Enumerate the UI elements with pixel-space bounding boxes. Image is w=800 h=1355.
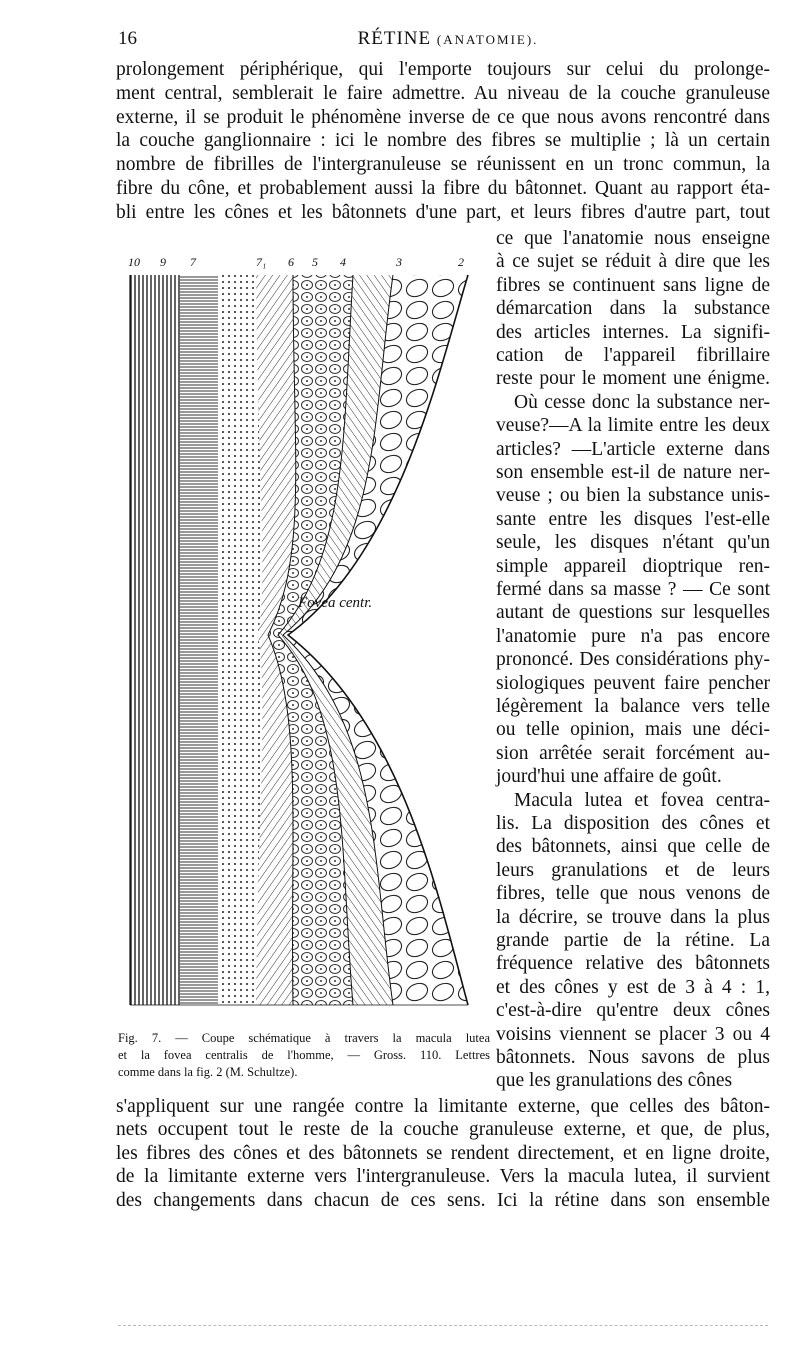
text-line: la couche ganglionnaire : ici le nombre des fibres se multiplie ; là un certain <box>116 130 770 152</box>
text-line: veuse ; ou bien la substance unis- <box>496 485 770 507</box>
text-line: ce que l'anatomie nous enseigne <box>496 228 770 249</box>
text-line: grande partie de la rétine. La <box>496 930 770 951</box>
text-line: veuse?—A la limite entre les deux <box>496 415 770 437</box>
text-line: lis. La disposition des cônes et <box>496 813 770 834</box>
text-line: des bâtonnets, ainsi que celle de <box>496 836 770 858</box>
retina-figure-illustration <box>118 255 486 1025</box>
text-line: fréquence relative des bâtonnets <box>496 953 770 975</box>
text-line: c'est-à-dire qu'entre deux cônes <box>496 1000 770 1022</box>
text-line: cation de l'appareil fibrillaire <box>496 345 770 366</box>
retina-cross-section-drawing <box>118 255 486 1025</box>
text-line: de la limitante externe vers l'intergranuleuse. Vers la macula lutea, il survient <box>116 1166 770 1188</box>
text-line: sion arrêtée serait forcément au- <box>496 742 770 764</box>
figure-layer-label: 6 <box>288 255 294 269</box>
page-header <box>118 28 778 54</box>
text-line: ou telle opinion, mais une déci- <box>496 719 770 741</box>
figure-layer-label: 5 <box>312 255 318 269</box>
text-line: Macula lutea et fovea centra- <box>514 789 770 811</box>
text-line: à ce sujet se réduit à dire que les <box>496 251 770 273</box>
text-line: l'anatomie pure n'a pas encore <box>496 625 770 647</box>
text-line: son ensemble est-il de nature ner- <box>496 462 770 483</box>
text-line: nets occupent tout le reste de la couche granuleuse externe, et que, de plus, <box>116 1119 770 1141</box>
text-line: simple appareil dioptrique ren- <box>496 555 770 577</box>
figure-layer-label: 3 <box>396 255 402 269</box>
text-line: s'appliquent sur une rangée contre la limitante externe, que celles des bâton- <box>116 1096 770 1117</box>
text-line: siologiques peuvent faire pencher <box>496 672 770 694</box>
page-number: 16 <box>118 28 137 49</box>
text-line: leurs granulations et de leurs <box>496 859 770 881</box>
figure-layer-labels <box>128 255 478 275</box>
figure-caption <box>118 1030 490 1081</box>
text-line: autant de questions sur lesquelles <box>496 602 770 624</box>
figure-layer-label: 9 <box>160 255 166 269</box>
text-line: nombre de fibrilles de l'intergranuleuse se réunissent en un tronc commun, la <box>116 154 770 176</box>
running-title <box>118 28 778 50</box>
figure-layer-label: 2 <box>458 255 464 269</box>
text-line: articles? —L'article externe dans <box>496 438 770 460</box>
figure-layer-label: 10 <box>128 255 140 269</box>
text-line: fibre du cône, et probablement aussi la fibre du bâtonnet. Quant au rapport éta- <box>116 178 770 199</box>
text-line: fibres, telle que nous venons de <box>496 883 770 905</box>
text-line: que les granulations des cônes <box>496 1070 733 1092</box>
fovea-label: Fovea centr. <box>298 595 373 611</box>
text-line: prolongement périphérique, qui l'emporte toujours sur celui du prolonge- <box>116 59 770 80</box>
text-line: ment central, semblerait le faire admettre. Au niveau de la couche granuleuse <box>116 82 770 104</box>
figure-layer-label: 7 <box>190 255 196 269</box>
text-line: démarcation dans la substance <box>496 298 770 320</box>
text-line: fermé dans sa masse ? — Ce sont <box>496 579 770 600</box>
text-line: prononcé. Des considérations phy- <box>496 649 770 671</box>
text-line: bâtonnets. Nous savons de plus <box>496 1047 770 1068</box>
text-line: voisins viennent se placer 3 ou 4 <box>496 1023 770 1045</box>
text-line: des changements dans chacun de ces sens. Ici la rétine dans son ensemble <box>116 1189 770 1211</box>
text-line: Où cesse donc la substance ner- <box>514 391 770 413</box>
running-title-main: RÉTINE <box>357 28 432 49</box>
text-line: bli entre les cônes et les bâtonnets d'une part, et leurs fibres d'autre part, tout <box>116 201 770 223</box>
caption-line-1: Fig. 7. — Coupe schématique à travers la macula lutea <box>118 1031 490 1045</box>
text-line: jourd'hui une affaire de goût. <box>496 766 722 788</box>
text-line: les fibres des cônes et des bâtonnets se rendent directement, et en ligne droite, <box>116 1142 770 1164</box>
running-title-sub: (ANATOMIE). <box>436 32 539 47</box>
footer-rule <box>118 1325 768 1327</box>
caption-line-2: et la fovea centralis de l'homme, — Gross. 110. Lettres <box>118 1048 490 1062</box>
text-line: sante entre les disques l'est-elle <box>496 508 770 530</box>
text-line: et des cônes y est de 3 à 4 : 1, <box>496 976 770 998</box>
text-line: reste pour le moment une énigme. <box>496 368 770 390</box>
text-line: légèrement la balance vers telle <box>496 696 770 717</box>
text-line: seule, les disques n'étant qu'un <box>496 532 770 554</box>
figure-layer-label: 7₁ <box>256 255 267 269</box>
text-line: des articles internes. La signifi- <box>496 321 770 343</box>
caption-line-3: comme dans la fig. 2 (M. Schultze). <box>118 1065 298 1079</box>
text-line: la décrire, se trouve dans la plus <box>496 906 770 928</box>
text-line: fibres se continuent sans ligne de <box>496 274 770 296</box>
figure-layer-label: 4 <box>340 255 346 269</box>
text-line: externe, il se produit le phénomène inverse de ce que nous avons rencontré dans <box>116 106 770 128</box>
